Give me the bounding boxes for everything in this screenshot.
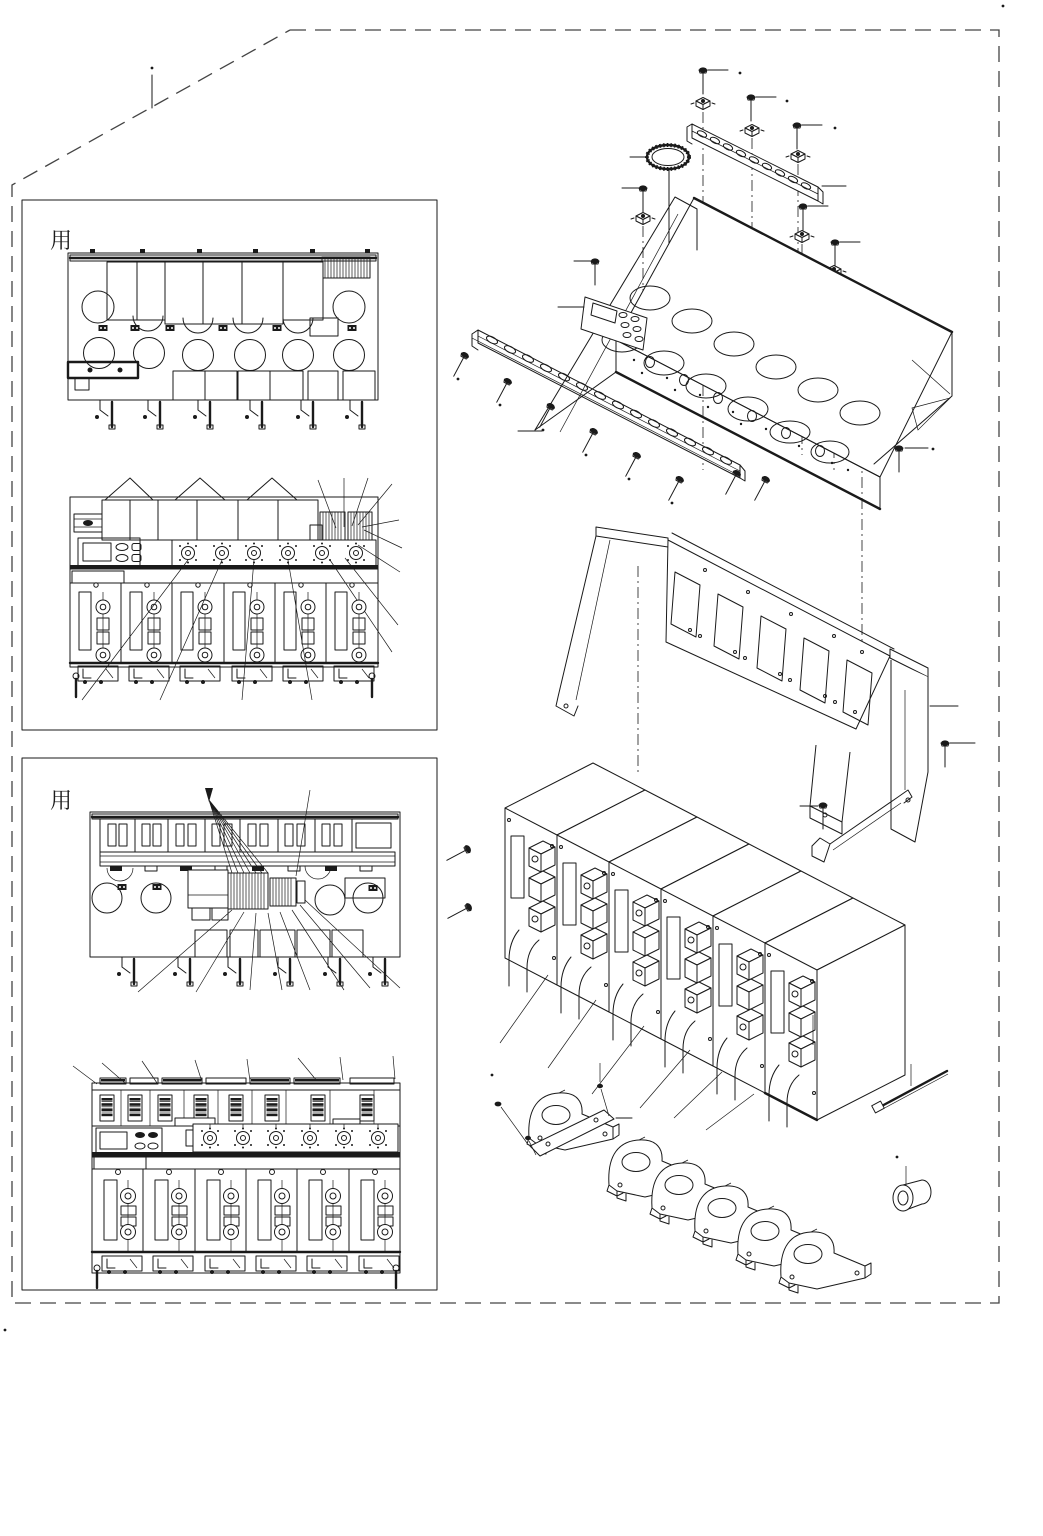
- feet-row-1: [73, 666, 375, 697]
- figure-top-view-2: [90, 788, 400, 992]
- compartment-row: [100, 819, 391, 852]
- panel-box-bottom: [22, 758, 437, 1290]
- feet-row-2: [94, 1256, 399, 1288]
- figure-front-view-1: [70, 478, 402, 700]
- panel-box-top: [22, 200, 437, 730]
- terminal-strip-2: [186, 1124, 398, 1152]
- usage-label-bottom: 用: [50, 789, 73, 814]
- module-bays-1: [70, 583, 378, 663]
- spacer-cylinder: [893, 1166, 931, 1211]
- hatched-blocks: [310, 512, 372, 540]
- din-rail-fragment: [74, 514, 102, 532]
- harness-callout-leaders: [138, 900, 400, 992]
- slotted-rail-short: [687, 124, 846, 204]
- module-bays-2: [92, 1169, 400, 1252]
- display-panel-1: [78, 538, 141, 566]
- figure-top-view-1: [68, 249, 378, 429]
- display-panel-2: [96, 1128, 162, 1154]
- figure-front-view-2: [73, 1056, 400, 1288]
- vent-row: [92, 1090, 400, 1126]
- terminal-strip-1: [172, 540, 376, 566]
- terminal-callout-leaders: [82, 560, 312, 700]
- usage-label-top: 用: [50, 229, 73, 254]
- hatched-vent-area: [322, 257, 370, 278]
